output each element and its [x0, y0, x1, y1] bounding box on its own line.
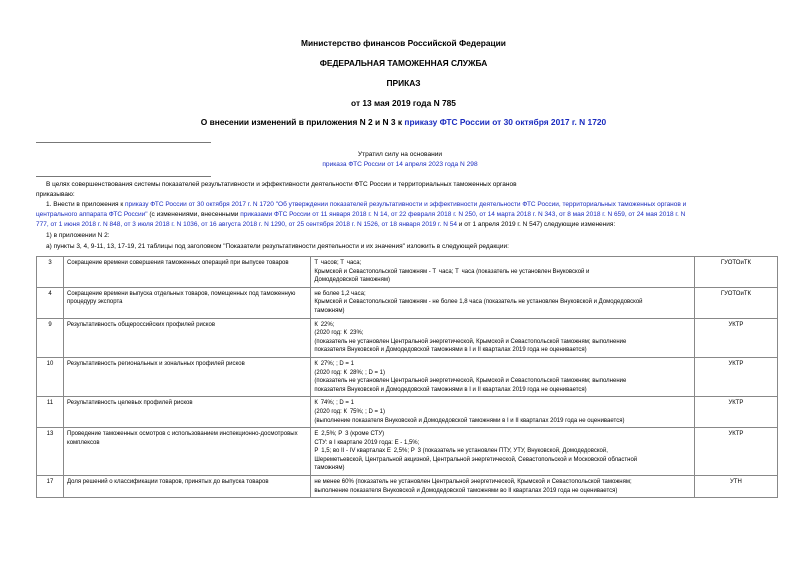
document-title	[0, 117, 807, 127]
indicator-value-line: (2020 год: К 75%; ; D = 1)	[314, 408, 386, 415]
status-note-line1: Утратил силу на основании	[357, 151, 443, 158]
indicator-value-line: К 74%; ; D = 1	[314, 400, 354, 407]
paragraph-item1-line3: 777, от 1 июня 2018 г. N 848, от 3 июля 2018 г. N 1036, от 16 августа 2018 г. N 1290, от 25 сентября 2018 г. N 1526, от 18 января 2019 г. N 54 и от 1 апреля 2019 г. N 547) следующие изменения:	[36, 221, 616, 228]
indicator-value-line: (показатель не установлен Центральной энергетической, Крымской и Севастопольской таможням; выполнение	[314, 338, 627, 345]
table-row	[37, 287, 778, 318]
order-1720-link[interactable]: приказу ФТС России от 30 октября 2017 г. N 1720 "Об утверждении показателей результативности и эффективности деятельности ФТС России, территориальных таможенных органов и	[125, 201, 687, 208]
table-row	[37, 318, 778, 357]
indicator-value-line: Крымской и Севастопольской таможням - не более 1,8 часа (показатель не установлен Внуковской и Домодедовской	[314, 299, 643, 306]
indicator-value	[311, 287, 695, 318]
divider-top	[36, 142, 211, 143]
row-number: 3	[37, 257, 64, 288]
paragraph-preamble: В целях совершенствования системы показателей результативности и эффективности деятельности ФТС России и территориальных таможенных органов	[46, 181, 517, 188]
indicator-value-line: К 22%;	[314, 321, 335, 328]
indicator-value-line: (показатель не установлен Центральной энергетической, Крымской и Севастопольской таможням; выполнение	[314, 378, 627, 385]
indicator-value-line: Шереметьевской, Центральной акцизной, Центральной энергетической, Севастопольской и Московской областной	[314, 456, 638, 463]
indicator-name: Результативность общероссийских профилей рисков	[64, 318, 311, 357]
responsible-unit: УКТР	[694, 318, 777, 357]
row-number: 17	[37, 476, 64, 498]
amending-orders-link-cont[interactable]: 777, от 1 июня 2018 г. N 848, от 3 июля 2018 г. N 1036, от 16 августа 2018 г. N 1290, от 25 сентября 2018 г. N 1526, от 18 января 2019 г. N 54	[36, 221, 457, 228]
indicator-value-line: СТУ: в I квартале 2019 года: Е - 1,5%;	[314, 439, 420, 446]
row-number: 10	[37, 357, 64, 396]
paragraph-items: а) пункты 3, 4, 9-11, 13, 17-19, 21 таблицы под заголовком "Показатели результативности деятельности и их значения" изложить в следующей редакции:	[46, 243, 509, 250]
ministry-heading: Министерство финансов Российской Федерации	[301, 38, 506, 48]
indicator-name: Результативность региональных и зональных профилей рисков	[64, 357, 311, 396]
indicator-value	[311, 428, 695, 476]
indicator-value-line: Крымской и Севастопольской таможням - Т часа; Т часа (показатель не установлен Внуковской и	[314, 268, 590, 275]
paragraph-item1-line1: 1. Внести в приложения к приказу ФТС России от 30 октября 2017 г. N 1720 "Об утверждении показателей результативности и эффективности деятельности ФТС России, территориальных таможенных органов и	[46, 201, 687, 208]
indicator-value-line: Е 2,5%; Р 3 (кроме СТУ)	[314, 431, 385, 438]
indicator-value-line: Домодедовской таможням)	[314, 277, 390, 284]
indicator-value-line: показателя Внуковской и Домодедовской таможнями в I и II кварталах 2019 года не оценивается)	[314, 347, 587, 354]
indicator-name: Сокращение времени совершения таможенных операций при выпуске товаров	[64, 257, 311, 288]
paragraph-item1-line2: центрального аппарата ФТС России" (с изменениями, внесенными приказами ФТС России от 11 января 2018 г. N 14, от 22 февраля 2018 г. N 250, от 14 марта 2018 г. N 343, от 8 мая 2018 г. N 659, от 24 мая 2018 г. N	[36, 211, 686, 218]
date-number-heading: от 13 мая 2019 года N 785	[351, 98, 456, 108]
title-link[interactable]: приказу ФТС России от 30 октября 2017 г. N 1720	[404, 117, 607, 127]
indicator-value-line: (2020 год: К 23%;	[314, 330, 364, 337]
indicator-value-line: таможням)	[314, 307, 345, 314]
paragraph-annex2: 1) в приложении N 2:	[46, 232, 110, 239]
indicator-value	[311, 357, 695, 396]
amending-orders-link[interactable]: приказами ФТС России от 11 января 2018 г. N 14, от 22 февраля 2018 г. N 250, от 14 марта 2018 г. N 343, от 8 мая 2018 г. N 659, от 24 мая 2018 г. N	[240, 211, 686, 218]
status-note-link[interactable]: приказа ФТС России от 14 апреля 2023 года N 298	[322, 161, 478, 168]
indicator-value-line: Р 1,5; во II - IV кварталах Е 2,5%; Р 3 (показатель не установлен ПТУ, УТУ, Внуковской, Домодедовской,	[314, 448, 608, 455]
row-number: 11	[37, 397, 64, 428]
title-prefix: О внесении изменений в приложения N 2 и N 3 к	[200, 117, 405, 127]
indicators-table	[36, 256, 778, 498]
table-row	[37, 476, 778, 498]
responsible-unit: ГУОТОиТК	[694, 257, 777, 288]
indicator-value-line: (2020 год: К 28%; ; D = 1)	[314, 369, 386, 376]
indicator-value	[311, 257, 695, 288]
indicator-value-line: К 27%; ; D = 1	[314, 360, 354, 367]
table-row	[37, 428, 778, 476]
paragraph-order: приказываю:	[36, 191, 75, 198]
indicator-name: Проведение таможенных осмотров с использованием инспекционно-досмотровых комплексов	[64, 428, 311, 476]
status-note	[230, 150, 570, 170]
table-row	[37, 357, 778, 396]
responsible-unit: УКТР	[694, 428, 777, 476]
responsible-unit: УТН	[694, 476, 777, 498]
doc-type-heading: ПРИКАЗ	[386, 78, 421, 88]
indicator-name: Результативность целевых профилей рисков	[64, 397, 311, 428]
table-row	[37, 397, 778, 428]
indicator-value-line: показателя Внуковской и Домодедовской таможнями в I и II кварталах 2019 года не оценивается)	[314, 386, 587, 393]
indicator-value	[311, 476, 695, 498]
indicator-value-line: не менее 60% (показатель не установлен Центральной энергетической, Крымской и Севастопольской таможням;	[314, 479, 632, 486]
row-number: 9	[37, 318, 64, 357]
indicator-value-line: выполнение показателя Внуковской и Домодедовской таможнями во II кварталах 2019 года не оценивается)	[314, 487, 618, 494]
indicator-name: Сокращение времени выпуска отдельных товаров, помещенных под таможенную процедуру экспорта	[64, 287, 311, 318]
service-heading: ФЕДЕРАЛЬНАЯ ТАМОЖЕННАЯ СЛУЖБА	[319, 58, 488, 68]
indicator-value	[311, 397, 695, 428]
indicator-value	[311, 318, 695, 357]
indicator-value-line: таможням)	[314, 465, 345, 472]
indicator-name: Доля решений о классификации товаров, принятых до выпуска товаров	[64, 476, 311, 498]
responsible-unit: УКТР	[694, 397, 777, 428]
divider-bottom	[36, 176, 211, 177]
indicator-value-line: не более 1,2 часа;	[314, 290, 366, 297]
responsible-unit: УКТР	[694, 357, 777, 396]
order-1720-link-cont[interactable]: центрального аппарата ФТС России"	[36, 211, 148, 218]
row-number: 13	[37, 428, 64, 476]
responsible-unit: ГУОТОиТК	[694, 287, 777, 318]
indicator-value-line: (выполнение показателя Внуковской и Домодедовской таможнями в I и II кварталах 2019 года не оценивается)	[314, 417, 625, 424]
indicator-value-line: Т часов; Т часа;	[314, 260, 362, 266]
table-row	[37, 257, 778, 288]
row-number: 4	[37, 287, 64, 318]
